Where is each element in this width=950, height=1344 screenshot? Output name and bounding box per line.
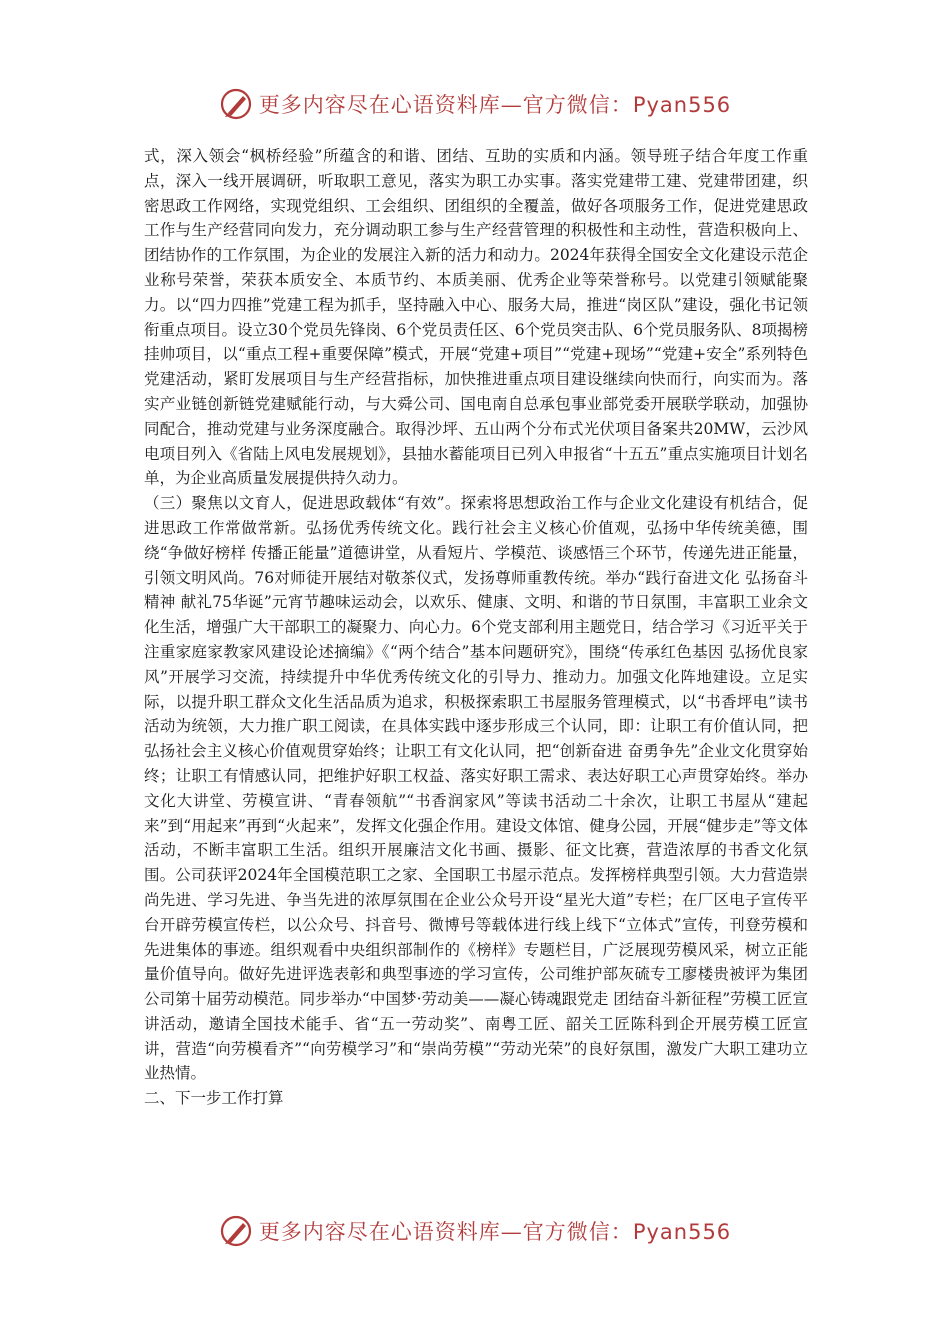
paragraph-1: 式，深入领会“枫桥经验”所蕴含的和谐、团结、互助的实质和内涵。领导班子结合年度工作重点，深入一线开展调研，听取职工意见，落实为职工办实事。落实党建带工建、党建带团建，织密思政工作网络，实现党组织、工会组织、团组织的全覆盖，做好各项服务工作，促进党建思政工作与生产经营同向发力，充分调动职工参与生产经营管理的积极性和主动性，营造积极向上、团结协作的工作氛围，为企业的发展注入新的活力和动力。2024年获得全国安全文化建设示范企业称号荣誉，荣获本质安全、本质节约、本质美丽、优秀企业等荣誉称号。以党建引领赋能聚力。以“四力四推”党建工程为抓手，坚持融入中心、服务大局，推进“岗区队”建设，强化书记领衔重点项目。设立30个党员先锋岗、6个党员责任区、6个党员突击队、6个党员服务队、8项揭榜挂帅项目，以“重点工程+重要保障”模式，开展“党建+项目”“党建+现场”“党建+安全”系列特色党建活动，紧盯发展项目与生产经营指标，加快推进重点项目建设继续向快而行，向实而为。落实产业链创新链党建赋能行动，与大舜公司、国电南自总承包事业部党委开展联学联动，加强协同配合，推动党建与业务深度融合。取得沙坪、五山两个分布式光伏项目备案共20MW，云沙风电项目列入《省陆上风电发展规划》，县抽水蓄能项目已列入申报省“十五五”重点实施项目计划名单，为企业高质量发展提供持久动力。 [144, 147, 808, 488]
wechat-id: Pyan556 [632, 1220, 732, 1244]
pen-logo-icon [219, 87, 253, 121]
footer-banner [0, 1211, 950, 1251]
wechat-id: Pyan556 [632, 93, 732, 117]
banner-text: 更多内容尽在心语资料库—官方微信：Pyan556 [258, 93, 732, 117]
pen-logo-icon [219, 1214, 253, 1248]
header-banner [0, 84, 950, 124]
paragraph-2: （三）聚焦以文育人，促进思政载体“有效”。探索将思想政治工作与企业文化建设有机结合，促进思政工作常做常新。弘扬优秀传统文化。践行社会主义核心价值观，弘扬中华传统美德，围绕“争做好榜样 传播正能量”道德讲堂，从看短片、学模范、谈感悟三个环节，传递先进正能量，引领文明风尚。76对师徒开展结对敬茶仪式，发扬尊师重教传统。举办“践行奋进文化 弘扬奋斗精神 献礼75华诞”元宵节趣味运动会，以欢乐、健康、文明、和谐的节日氛围，丰富职工业余文化生活，增强广大干部职工的凝聚力、向心力。6个党支部利用主题党日，结合学习《习近平关于注重家庭家教家风建设论述摘编》《“两个结合”基本问题研究》，围绕“传承红色基因 弘扬优良家风”开展学习交流，持续提升中华优秀传统文化的引导力、推动力。加强文化阵地建设。立足实际，以提升职工群众文化生活品质为追求，积极探索职工书屋服务管理模式，以“书香坪电”读书活动为统领，大力推广职工阅读，在具体实践中逐步形成三个认同，即：让职工有价值认同，把弘扬社会主义核心价值观贯穿始终；让职工有文化认同，把“创新奋进 奋勇争先”企业文化贯穿始终；让职工有情感认同，把维护好职工权益、落实好职工需求、表达好职工心声贯穿始终。举办文化大讲堂、劳模宣讲、“青春领航”“书香润家风”等读书活动二十余次，让职工书屋从“建起来”到“用起来”再到“火起来”，发挥文化强企作用。建设文体馆、健身公园，开展“健步走”等文体活动，不断丰富职工生活。组织开展廉洁文化书画、摄影、征文比赛，营造浓厚的书香文化氛围。公司获评2024年全国模范职工之家、全国职工书屋示范点。发挥榜样典型引领。大力营造崇尚先进、学习先进、争当先进的浓厚氛围在企业公众号开设“星光大道”专栏；在厂区电子宣传平台开辟劳模宣传栏，以公众号、抖音号、微博号等载体进行线上线下“立体式”宣传，刊登劳模和先进集体的事迹。组织观看中央组织部制作的《榜样》专题栏目，广泛展现劳模风采，树立正能量价值导向。做好先进评选表彰和典型事迹的学习宣传，公司维护部灰硫专工廖楼贵被评为集团公司第十届劳动模范。同步举办“中国梦·劳动美——凝心铸魂跟党走 团结奋斗新征程”劳模工匠宣讲活动，邀请全国技术能手、省“五一劳动奖”、南粤工匠、韶关工匠陈科到企开展劳模工匠宣讲，营造“向劳模看齐”“向劳模学习”和“崇尚劳模”“劳动光荣”的良好氛围，激发广大职工建功立业热情。 [144, 494, 808, 1083]
section-heading: 二、下一步工作打算 [144, 1089, 284, 1108]
banner-text: 更多内容尽在心语资料库—官方微信：Pyan556 [258, 1220, 732, 1244]
document-body [144, 144, 808, 1111]
